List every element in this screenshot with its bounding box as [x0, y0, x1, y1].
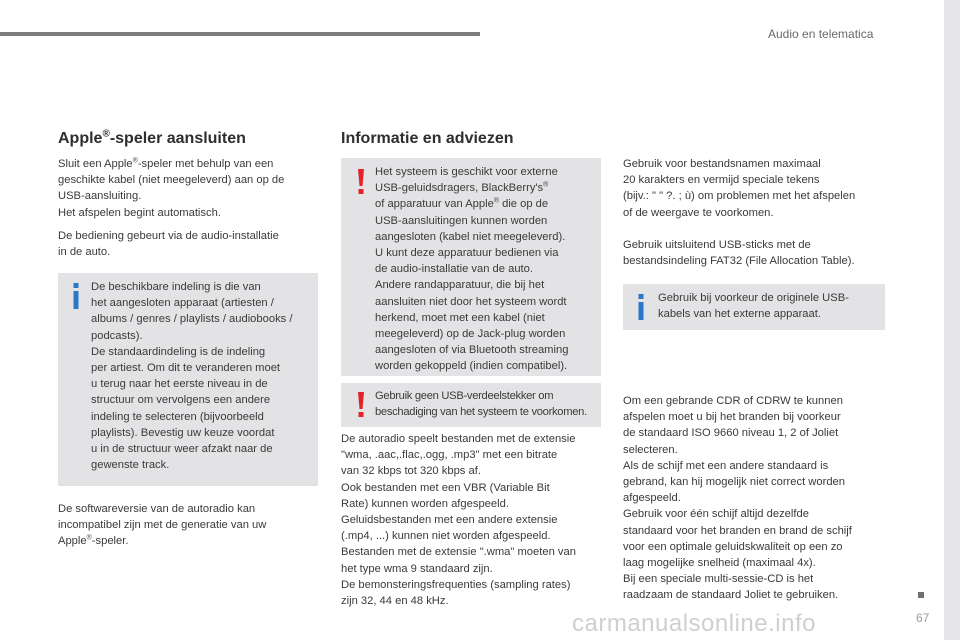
watermark: carmanualsonline.info	[572, 610, 816, 637]
cdr-paragraph: Om een gebrande CDR of CDRW te kunnen afspelen moet u bij het branden bij voorkeur de standaard ISO 9660 niveau 1, 2 of Joliet selecteren. Als de schijf met een andere standaard is gebrand, kan hij mogelijk niet correct worden afgespeeld. Gebruik voor één schijf altijd dezelfde standaard voor het branden en brand de schijf voor een optimale geluidskwaliteit op een zo laag mogelijke snelheid (maximaal 4x). Bij een speciale multi-sessie-CD is het raadzaam de standaard Joliet te gebruiken.	[623, 395, 852, 602]
info-box-cable	[623, 284, 885, 330]
software-paragraph: De softwareversie van de autoradio kan incompatibel zijn met de generatie van uw Apple®-speler.	[58, 503, 267, 548]
heading-info-advice: Informatie en adviezen	[341, 130, 514, 147]
formats-paragraph: De autoradio speelt bestanden met de extensie "wma, .aac,.flac,.ogg, .mp3" met een bitrate van 32 kbps tot 320 kbps af. Ook bestanden met een VBR (Variable Bit Rate) kunnen worden afgespeeld. Geluidsbestanden met een andere extensie (.mp4, ...) kunnen niet worden afgespeeld. Bestanden met de extensie ".wma" moeten van het type wma 9 standaard zijn. De bemonsteringsfrequenties (sampling rates) zijn 32, 44 en 48 kHz.	[341, 433, 576, 608]
page-edge-strip	[944, 0, 960, 640]
warning-box-text: Het systeem is geschikt voor externe USB-geluidsdragers, BlackBerry's® of apparatuur van Apple® die op de USB-aansluitingen kunnen worden aangesloten (kabel niet meegeleverd). U kunt deze apparatuur bedienen via de audio-installatie van de auto. Andere randapparatuur, die bij het aansluiten niet door het systeem wordt herkend, moet met een kabel (niet meegeleverd) op de Jack-plug worden aangesloten of via Bluetooth streaming worden gekoppeld (indien compatibel).	[375, 166, 569, 373]
heading-apple-player: Apple®-speler aansluiten	[58, 128, 246, 147]
end-marker	[918, 592, 924, 598]
operation-paragraph: De bediening gebeurt via de audio-installatie in de auto.	[58, 230, 279, 259]
section-title: Audio en telematica	[768, 27, 874, 41]
intro-paragraph: Sluit een Apple®-speler met behulp van een geschikte kabel (niet meegeleverd) aan op de USB-aansluiting. Het afspelen begint automatisch.	[58, 157, 285, 219]
warning-box-usb-hub	[341, 383, 601, 427]
info-box-cable-text: Gebruik bij voorkeur de originele USB- kabels van het externe apparaat.	[658, 292, 849, 321]
info-box-structure	[58, 273, 318, 486]
info-box-text: De beschikbare indeling is die van het aangesloten apparaat (artiesten / albums / genres / playlists / audiobooks / podcasts). De standaardindeling is de indeling per artiest. Om dit te veranderen moet u terug naar het eerste niveau in de structuur om vervolgens een andere indeling te selecteren (bijvoorbeeld playlists). Bevestig uw keuze voordat u in de structuur weer afzakt naar de gewenste track.	[91, 281, 293, 472]
warning-exclamation-icon	[356, 392, 366, 418]
header-rule	[0, 32, 480, 36]
warning-exclamation-icon	[356, 169, 366, 195]
warning-box-usb-hub-text: Gebruik geen USB-verdeelstekker om beschadiging van het systeem te voorkomen.	[375, 390, 587, 419]
filenames-paragraph: Gebruik voor bestandsnamen maximaal 20 karakters en vermijd speciale tekens (bijv.: " " ?. ; ù) om problemen met het afspelen of de weergave te voorkomen.	[623, 158, 856, 219]
info-icon	[70, 283, 82, 309]
info-icon	[635, 294, 647, 320]
warning-box-compat	[341, 158, 601, 376]
usb-format-paragraph: Gebruik uitsluitend USB-sticks met de bestandsindeling FAT32 (File Allocation Table).	[623, 239, 855, 268]
page-number: 67	[916, 611, 930, 625]
